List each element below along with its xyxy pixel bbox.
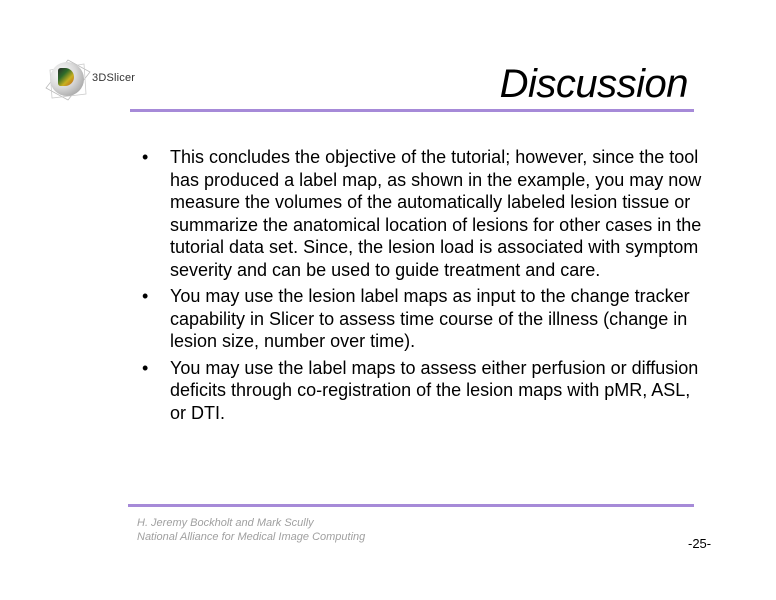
title-divider	[130, 109, 694, 112]
page-number: -25-	[688, 536, 712, 551]
bullet-icon: •	[142, 286, 149, 306]
bullet-icon: •	[142, 357, 149, 378]
bullet-text: You may use the label maps to assess either perfusion or diffusion deficits through co-registration of the lesion maps with pMR, ASL, or DTI.	[170, 357, 699, 423]
footer-divider	[128, 504, 694, 507]
bullet-item	[142, 146, 702, 281]
bullet-item	[142, 357, 702, 425]
bullet-icon: •	[142, 147, 149, 167]
slicer-logo	[44, 58, 154, 104]
bullet-item	[142, 285, 702, 353]
bullet-list	[142, 146, 702, 428]
footer-credits	[137, 516, 365, 544]
logo-text: 3DSlicer	[92, 72, 136, 84]
footer-authors: H. Jeremy Bockholt and Mark Scully	[137, 517, 314, 529]
slide-title: Discussion	[499, 62, 688, 106]
footer-organization: National Alliance for Medical Image Computing	[137, 531, 366, 543]
bullet-text: This concludes the objective of the tutorial; however, since the tool has produced a label map, as shown in the example, you may now measure the volumes of the automatically labeled lesion tissue or summarize the anatomical location of lesions for other cases in the tutorial data set. Since, the lesion load is associated with symptom severity and can be used to guide treatment and care.	[170, 147, 702, 280]
bullet-text: You may use the lesion label maps as input to the change tracker capability in Slicer to assess time course of the illness (change in lesion size, number over time).	[170, 286, 690, 351]
